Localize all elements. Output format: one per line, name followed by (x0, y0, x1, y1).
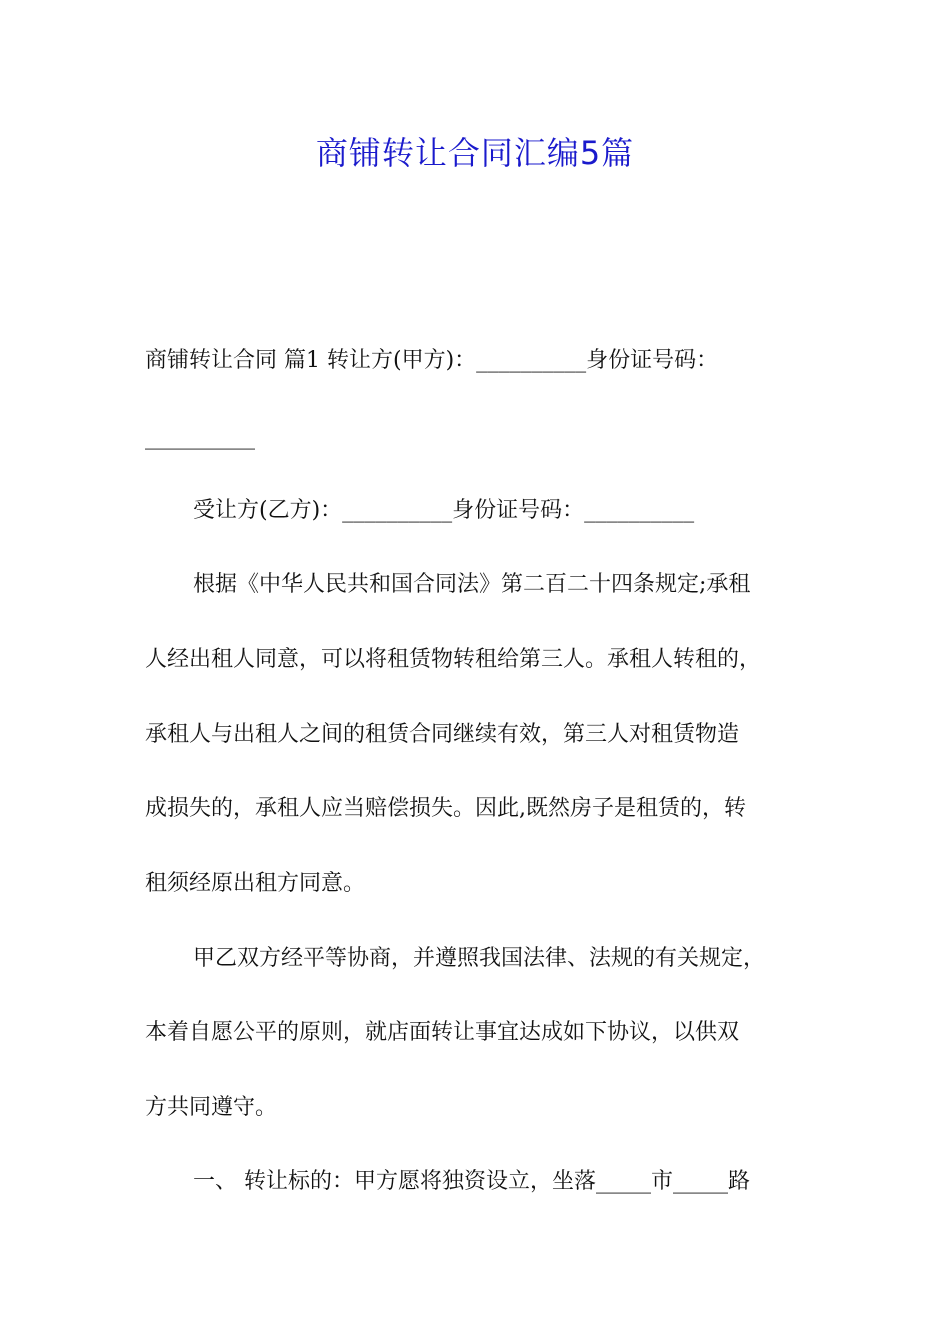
text-line-9: 甲乙双方经平等协商，并遵照我国法律、法规的有关规定， (193, 946, 766, 971)
text-line-6: 承租人与出租人之间的租赁合同继续有效，第三人对租赁物造 (145, 722, 740, 747)
text-line-12: 一、 转让标的：甲方愿将独资设立，坐落_____市_____路 (193, 1169, 750, 1194)
text-line-5: 人经出租人同意，可以将租赁物转租给第三人。承租人转租的， (145, 647, 762, 672)
text-line-11: 方共同遵守。 (145, 1095, 278, 1120)
text-line-1: 商铺转让合同 篇1 转让方(甲方)：__________身份证号码： (145, 348, 719, 373)
text-line-3: 受让方(乙方)：__________身份证号码：__________ (193, 498, 695, 523)
document-title: 商铺转让合同汇编5篇 (315, 134, 635, 172)
text-line-2: __________ (145, 425, 255, 450)
text-line-8: 租须经原出租方同意。 (145, 871, 366, 896)
text-line-4: 根据《中华人民共和国合同法》第二百二十四条规定;承租 (193, 572, 751, 597)
text-line-10: 本着自愿公平的原则，就店面转让事宜达成如下协议，以供双 (145, 1020, 740, 1045)
text-line-7: 成损失的，承租人应当赔偿损失。因此,既然房子是租赁的，转 (145, 796, 746, 821)
